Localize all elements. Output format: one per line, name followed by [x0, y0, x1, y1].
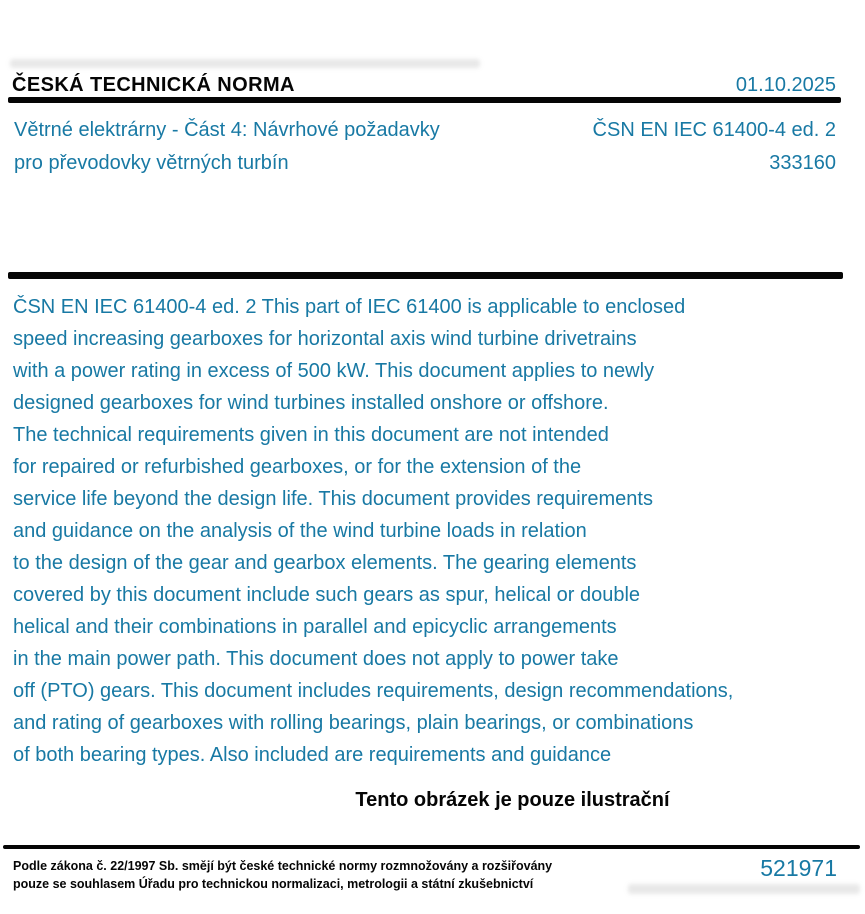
header-rule	[8, 97, 841, 103]
abstract-text	[13, 291, 733, 771]
header-title: ČESKÁ TECHNICKÁ NORMA	[12, 74, 295, 96]
abstract-line: ČSN EN IEC 61400-4 ed. 2 This part of IEC 61400 is applicable to enclosed	[13, 296, 686, 318]
illustration-note: Tento obrázek je pouze ilustrační	[355, 789, 670, 811]
publication-date: 01.10.2025	[735, 74, 836, 96]
abstract-line: for repaired or refurbished gearboxes, or for the extension of the	[13, 456, 582, 478]
designation-block	[593, 114, 836, 180]
abstract-line: helical and their combinations in parallel and epicyclic arrangements	[13, 616, 617, 638]
standard-title	[14, 114, 440, 180]
abstract-rule	[8, 272, 843, 279]
legal-notice-line2: pouze se souhlasem Úřadu pro technickou normalizaci, metrologii a státní zkušebnictví	[13, 876, 534, 891]
standard-title-line2: pro převodovky větrných turbín	[14, 152, 289, 174]
abstract-line: in the main power path. This document does not apply to power take	[13, 648, 619, 670]
abstract-line: and rating of gearboxes with rolling bearings, plain bearings, or combinations	[13, 712, 694, 734]
standard-title-line1: Větrné elektrárny - Část 4: Návrhové požadavky	[14, 119, 440, 141]
abstract-line: designed gearboxes for wind turbines installed onshore or offshore.	[13, 392, 609, 414]
legal-notice	[13, 858, 552, 893]
abstract-line: to the design of the gear and gearbox elements. The gearing elements	[13, 552, 637, 574]
abstract-line: off (PTO) gears. This document includes requirements, design recommendations,	[13, 680, 734, 702]
abstract-line: with a power rating in excess of 500 kW. This document applies to newly	[13, 360, 655, 382]
abstract-line: covered by this document include such gears as spur, helical or double	[13, 584, 641, 606]
scan-artifact-bottom	[628, 884, 860, 894]
abstract-line: The technical requirements given in this document are not intended	[13, 424, 609, 446]
abstract-line: and guidance on the analysis of the wind turbine loads in relation	[13, 520, 587, 542]
footer-rule	[3, 845, 860, 849]
scan-artifact-top	[10, 59, 480, 68]
standard-designation: ČSN EN IEC 61400-4 ed. 2	[592, 119, 836, 141]
class-number: 333160	[769, 152, 836, 174]
abstract-line: of both bearing types. Also included are requirements and guidance	[13, 744, 612, 766]
legal-notice-line1: Podle zákona č. 22/1997 Sb. smějí být české technické normy rozmnožovány a rozšiřovány	[13, 859, 553, 873]
order-number: 521971	[760, 855, 837, 881]
abstract-line: speed increasing gearboxes for horizontal axis wind turbine drivetrains	[13, 328, 637, 350]
abstract-line: service life beyond the design life. This document provides requirements	[13, 488, 653, 510]
